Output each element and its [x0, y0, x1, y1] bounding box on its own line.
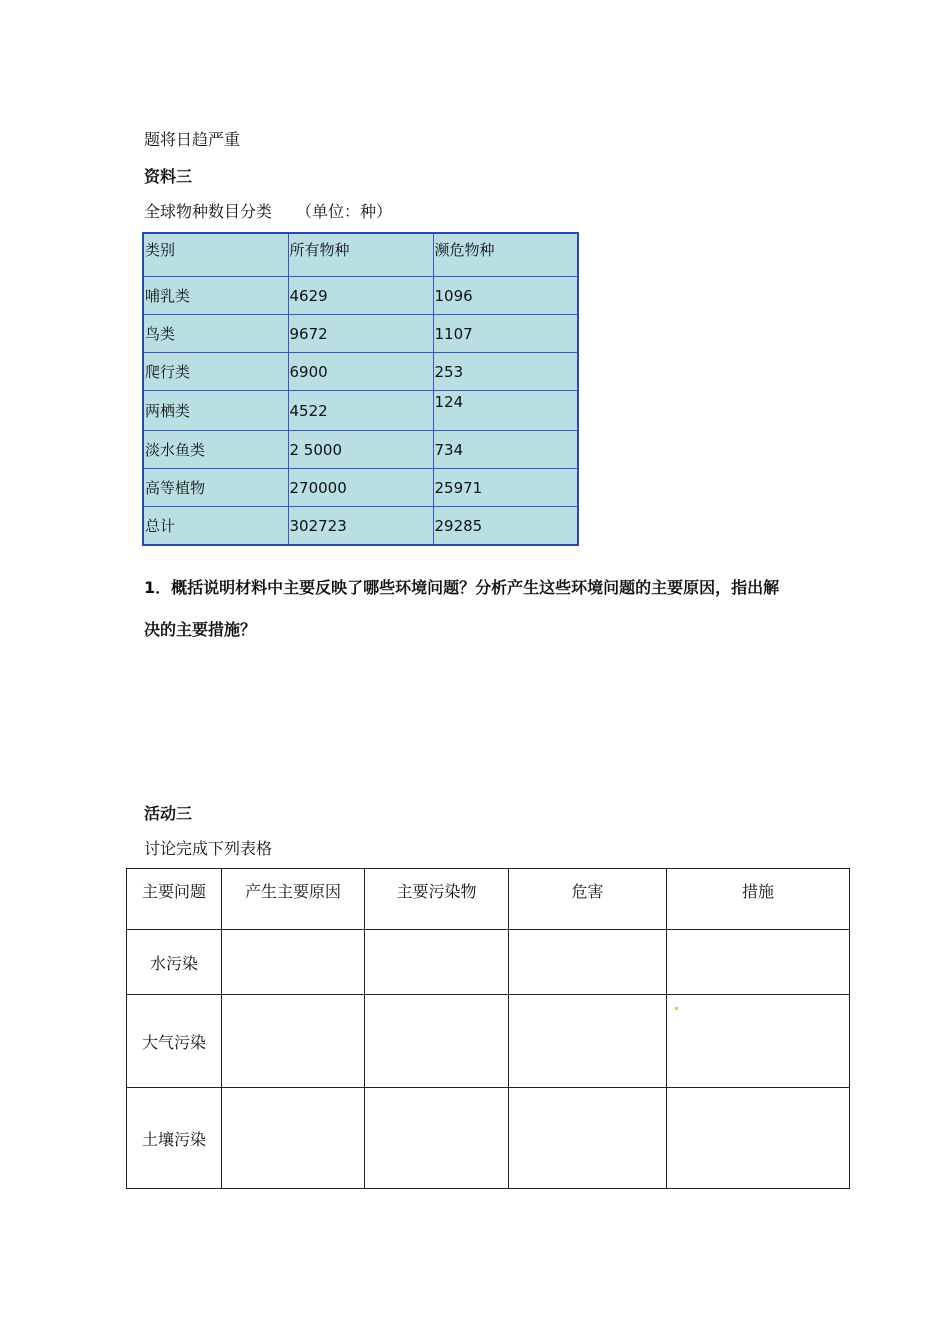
blank-cell[interactable] [509, 1088, 667, 1189]
header-cell: 措施 [667, 869, 850, 930]
blank-cell[interactable] [222, 995, 365, 1088]
endangered-species-cell: 1107 [433, 315, 578, 353]
section-heading: 资料三 [144, 167, 193, 186]
total-species-cell: 302723 [288, 507, 433, 546]
table-row [143, 431, 578, 469]
header-cell: 危害 [509, 869, 667, 930]
endangered-species-cell: 25971 [433, 469, 578, 507]
category-cell: 爬行类 [143, 353, 288, 391]
table-row [143, 391, 578, 431]
blank-cell[interactable] [509, 995, 667, 1088]
discussion-header-row [127, 869, 850, 930]
table-row [143, 315, 578, 353]
header-cell: 濒危物种 [433, 233, 578, 277]
endangered-species-cell: 734 [433, 431, 578, 469]
header-cell: 所有物种 [288, 233, 433, 277]
table-row [143, 353, 578, 391]
discussion-row [127, 930, 850, 995]
discussion-row [127, 1088, 850, 1189]
blank-cell[interactable] [667, 1088, 850, 1189]
category-cell: 哺乳类 [143, 277, 288, 315]
blank-cell[interactable] [667, 995, 850, 1088]
header-cell: 主要污染物 [365, 869, 509, 930]
table-caption: 全球物种数目分类 （单位：种） [144, 202, 393, 221]
endangered-species-cell: 1096 [433, 277, 578, 315]
total-species-cell: 6900 [288, 353, 433, 391]
species-table [142, 232, 579, 546]
total-species-cell: 4522 [288, 391, 433, 431]
discussion-row [127, 995, 850, 1088]
header-cell: 主要问题 [127, 869, 222, 930]
header-cell: 类别 [143, 233, 288, 277]
question-text: 1．概括说明材料中主要反映了哪些环境问题？分析产生这些环境问题的主要原因，指出解 [144, 578, 780, 597]
stray-mark [675, 1007, 678, 1010]
blank-cell[interactable] [222, 1088, 365, 1189]
blank-cell[interactable] [365, 1088, 509, 1189]
question-text-continued: 决的主要措施？ [144, 620, 257, 639]
blank-cell[interactable] [222, 930, 365, 995]
endangered-species-cell: 124 [433, 391, 578, 431]
category-cell: 总计 [143, 507, 288, 546]
table-row [143, 507, 578, 546]
category-cell: 两栖类 [143, 391, 288, 431]
category-cell: 高等植物 [143, 469, 288, 507]
row-label: 大气污染 [127, 995, 222, 1088]
total-species-cell: 2 5000 [288, 431, 433, 469]
endangered-species-cell: 29285 [433, 507, 578, 546]
total-species-cell: 4629 [288, 277, 433, 315]
row-label: 土壤污染 [127, 1088, 222, 1189]
total-species-cell: 9672 [288, 315, 433, 353]
row-label: 水污染 [127, 930, 222, 995]
continuation-text: 题将日趋严重 [144, 130, 241, 149]
table-row [143, 469, 578, 507]
table-row [143, 277, 578, 315]
total-species-cell: 270000 [288, 469, 433, 507]
activity-heading: 活动三 [144, 804, 193, 823]
blank-cell[interactable] [667, 930, 850, 995]
table-header-row [143, 233, 578, 277]
discussion-table [126, 868, 850, 1189]
blank-cell[interactable] [509, 930, 667, 995]
category-cell: 鸟类 [143, 315, 288, 353]
endangered-species-cell: 253 [433, 353, 578, 391]
activity-instruction: 讨论完成下列表格 [144, 839, 273, 858]
blank-cell[interactable] [365, 930, 509, 995]
header-cell: 产生主要原因 [222, 869, 365, 930]
category-cell: 淡水鱼类 [143, 431, 288, 469]
blank-cell[interactable] [365, 995, 509, 1088]
